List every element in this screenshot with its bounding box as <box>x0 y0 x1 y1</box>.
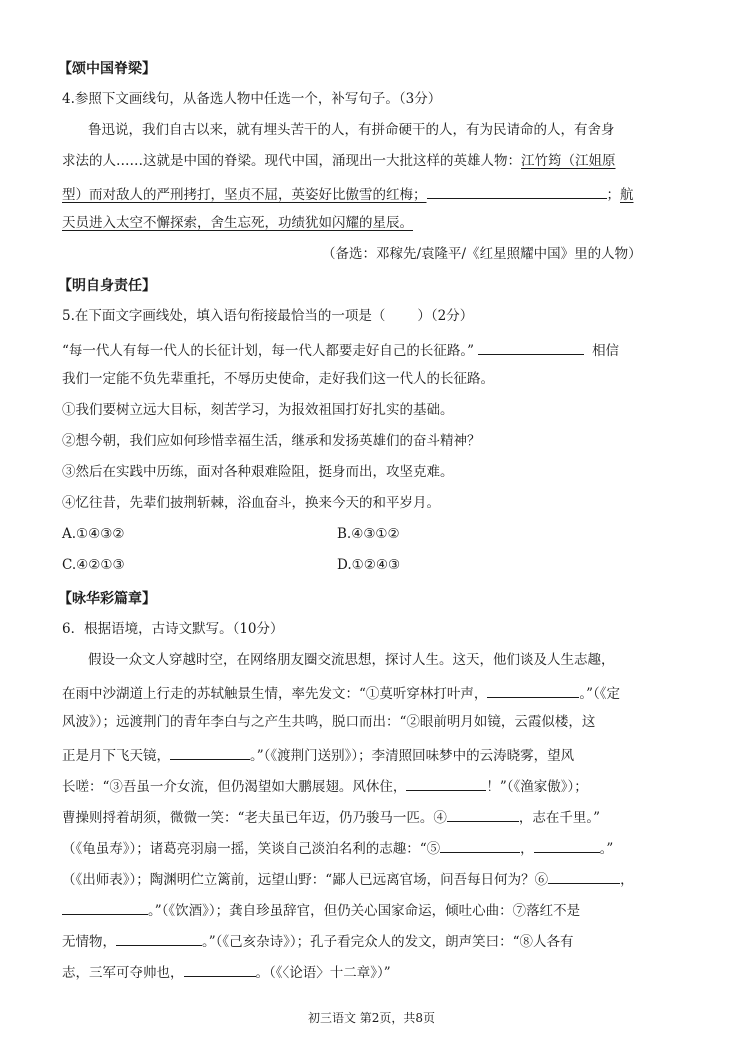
q6-line-1: 假设一众文人穿越时空，在网络朋友圈交流思想，探讨人生。这天，他们谈及人生志趣， <box>88 652 615 668</box>
underlined-sentence: 型）而对敌人的严刑拷打，坚贞不屈，英姿好比傲雪的红梅； <box>62 187 427 203</box>
section-heading-2: 【明自身责任】 <box>58 278 156 294</box>
q6-line-4: 正是月下飞天镜， 。”（《渡荆门送别》）；李清照回味梦中的云涛晓雾，望风 <box>62 748 575 764</box>
question-5-stem: 5.在下面文字画线处，填入语句衔接最恰当的一项是（ ）（2分） <box>62 308 474 324</box>
q5-sentence-1: ①我们要树立远大目标，刻苦学习，为报效祖国打好扎实的基础。 <box>62 402 454 418</box>
answer-blank-1[interactable] <box>487 685 579 698</box>
q6-line-2: 在雨中沙湖道上行走的苏轼触景生情，率先发文：“①莫听穿林打叶声， 。”（《定 <box>62 686 621 702</box>
option-d[interactable]: D.①②④③ <box>337 557 401 573</box>
underlined-sentence: 江竹筠（江姐原 <box>521 153 616 169</box>
q6-line-7: （《龟虽寿》）；诸葛亮羽扇一摇，笑谈自己淡泊名利的志趣：“⑤ ， 。” <box>62 841 614 857</box>
q6-line-10: 无情物， 。”（《己亥杂诗》）；孔子看完众人的发文，朗声笑曰：“⑧人各有 <box>62 934 574 950</box>
q4-passage-line-4 <box>62 217 413 231</box>
answer-blank-7[interactable] <box>116 933 202 946</box>
q6-line-9: 。”（《饮酒》）；龚自珍虽辞官，但仍关心国家命运，倾吐心曲：⑦落红不是 <box>62 902 580 919</box>
q6-line-8: （《出师表》）；陶渊明伫立篱前，远望山野：“鄙人已远离官场，问吾每日何为？⑥ ， <box>62 872 634 888</box>
answer-blank[interactable] <box>427 186 607 199</box>
q4-passage-line-1: 鲁迅说，我们自古以来，就有埋头苦干的人，有拼命硬干的人，有为民请命的人，有舍身 <box>88 122 615 138</box>
option-b[interactable]: B.④③①② <box>337 526 400 542</box>
underlined-sentence: 天员进入太空不懈探索，舍生忘死，功绩犹如闪耀的星辰。 <box>62 215 413 231</box>
section-heading-3: 【咏华彩篇章】 <box>58 591 156 607</box>
q5-sentence-3: ③然后在实践中历练，面对各种艰难险阻，挺身而出，攻坚克难。 <box>62 464 454 480</box>
page-footer: 初三语文 第2页，共8页 <box>307 1011 436 1025</box>
answer-blank-3[interactable] <box>406 778 486 791</box>
answer-blank-5b[interactable] <box>534 840 600 853</box>
section-heading-1: 【颂中国脊梁】 <box>58 61 156 77</box>
answer-blank[interactable] <box>478 342 584 355</box>
answer-blank-6a[interactable] <box>548 871 620 884</box>
q6-line-3: 风波》）；远渡荆门的青年李白与之产生共鸣，脱口而出：“②眼前明月如镜，云霞似楼，这 <box>62 714 596 730</box>
q6-line-5: 长嗟：“③吾虽一介女流，但仍渴望如大鹏展翅。风休住， ！”（《渔家傲》）； <box>62 779 588 795</box>
answer-blank-6b[interactable] <box>62 902 148 915</box>
q6-line-11: 志，三军可夺帅也， 。（《〈论语〉十二章》）” <box>62 965 391 981</box>
answer-blank-4[interactable] <box>447 809 519 822</box>
q5-passage-line-2: 我们一定能不负先辈重托，不辱历史使命，走好我们这一代人的长征路。 <box>62 371 494 387</box>
q4-passage-line-2: 求法的人……这就是中国的脊梁。现代中国，涌现出一大批这样的英雄人物：江竹筠（江姐原 <box>62 153 616 169</box>
question-4-stem: 4.参照下文画线句，从备选人物中任选一个，补写句子。（3分） <box>62 91 442 107</box>
q5-passage-line-1: “每一代人有每一代人的长征计划，每一代人都要走好自己的长征路。” 相信 <box>62 343 620 359</box>
q5-sentence-4: ④忆往昔，先辈们披荆斩棘，浴血奋斗，换来今天的和平岁月。 <box>62 495 440 511</box>
q6-line-6: 曹操则捋着胡须，微微一笑：“老夫虽已年迈，仍乃骏马一匹。④ ，志在千里。” <box>62 810 601 826</box>
q4-passage-line-3: 型）而对敌人的严刑拷打，坚贞不屈，英姿好比傲雪的红梅； ；航 <box>62 187 634 203</box>
q4-candidate-note: （备选：邓稼先/袁隆平/《红星照耀中国》里的人物） <box>322 246 642 262</box>
q5-sentence-2: ②想今朝，我们应如何珍惜幸福生活，继承和发扬英雄们的奋斗精神？ <box>62 433 481 449</box>
answer-blank-2[interactable] <box>170 747 250 760</box>
option-c[interactable]: C.④②①③ <box>62 557 125 573</box>
answer-blank-8[interactable] <box>184 964 256 977</box>
question-6-stem: 6．根据语境，古诗文默写。（10分） <box>62 621 284 637</box>
answer-blank-5a[interactable] <box>440 840 520 853</box>
option-a[interactable]: A.①④③② <box>62 526 125 542</box>
